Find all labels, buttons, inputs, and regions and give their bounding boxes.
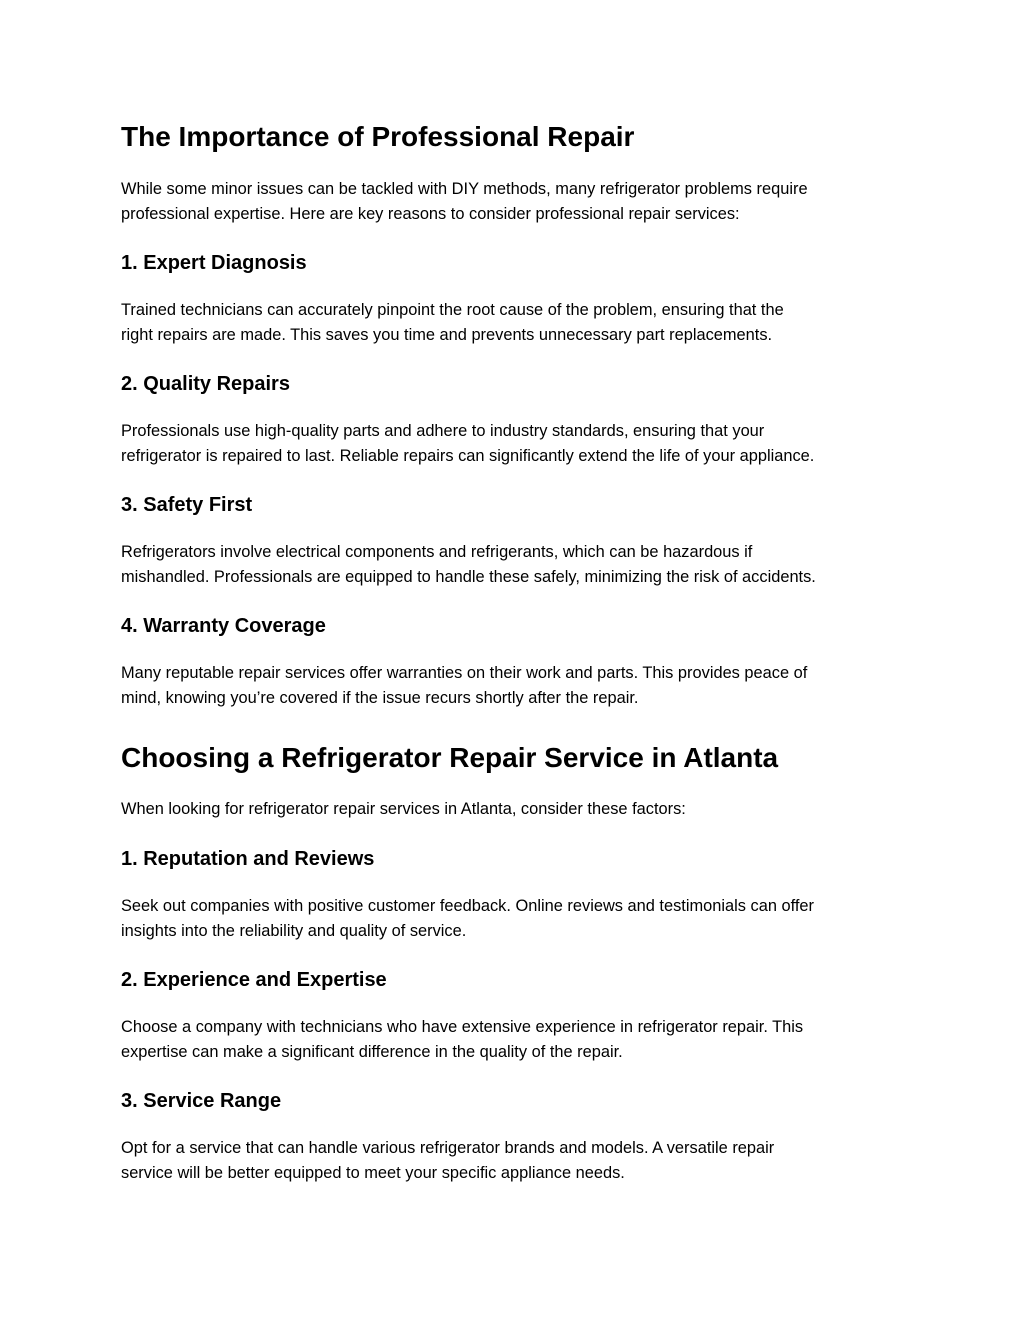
paragraph-line: mind, knowing you’re covered if the issue recurs shortly after the repair. (121, 688, 639, 707)
paragraph-quality-repairs (121, 419, 814, 468)
paragraph-line: Many reputable repair services offer warranties on their work and parts. This provides peace of (121, 664, 808, 682)
subheading-experience-expertise: 2. Experience and Expertise (121, 969, 387, 991)
paragraph-line: Opt for a service that can handle various refrigerator brands and models. A versatile repair (121, 1139, 775, 1157)
paragraph-line: service will be better equipped to meet your specific appliance needs. (121, 1163, 625, 1182)
subheading-safety-first: 3. Safety First (121, 494, 253, 516)
paragraph-line: Professionals use high-quality parts and adhere to industry standards, ensuring that your (121, 422, 765, 440)
section-intro-choosing-service (121, 797, 686, 822)
paragraph-reputation-reviews (121, 894, 814, 943)
section-title-professional-repair: The Importance of Professional Repair (121, 121, 635, 152)
paragraph-line: mishandled. Professionals are equipped to handle these safely, minimizing the risk of accidents. (121, 567, 816, 586)
paragraph-service-range (121, 1136, 774, 1185)
subheading-warranty-coverage: 4. Warranty Coverage (121, 615, 326, 637)
section-title-choosing-service: Choosing a Refrigerator Repair Service in Atlanta (121, 742, 779, 773)
paragraph-line: insights into the reliability and quality of service. (121, 921, 467, 940)
paragraph-line: expertise can make a significant difference in the quality of the repair. (121, 1042, 623, 1061)
paragraph-experience-expertise (121, 1015, 803, 1064)
paragraph-safety-first (121, 540, 816, 589)
section-intro-professional-repair (121, 177, 808, 226)
paragraph-line: Seek out companies with positive customer feedback. Online reviews and testimonials can offer (121, 897, 815, 915)
intro-line: While some minor issues can be tackled with DIY methods, many refrigerator problems require (121, 180, 808, 198)
paragraph-expert-diagnosis (121, 298, 784, 347)
subheading-service-range: 3. Service Range (121, 1090, 282, 1112)
subheading-reputation-reviews: 1. Reputation and Reviews (121, 848, 375, 870)
subheading-quality-repairs: 2. Quality Repairs (121, 373, 290, 395)
subheading-expert-diagnosis: 1. Expert Diagnosis (121, 252, 307, 274)
intro-line: When looking for refrigerator repair services in Atlanta, consider these factors: (121, 800, 686, 818)
paragraph-line: Refrigerators involve electrical components and refrigerants, which can be hazardous if (121, 543, 753, 561)
paragraph-line: refrigerator is repaired to last. Reliable repairs can significantly extend the life of your appliance. (121, 446, 815, 465)
paragraph-warranty-coverage (121, 661, 807, 710)
intro-line: professional expertise. Here are key reasons to consider professional repair services: (121, 204, 740, 223)
paragraph-line: Choose a company with technicians who have extensive experience in refrigerator repair. This (121, 1018, 804, 1036)
paragraph-line: Trained technicians can accurately pinpoint the root cause of the problem, ensuring that the (121, 301, 784, 319)
paragraph-line: right repairs are made. This saves you time and prevents unnecessary part replacements. (121, 325, 773, 344)
